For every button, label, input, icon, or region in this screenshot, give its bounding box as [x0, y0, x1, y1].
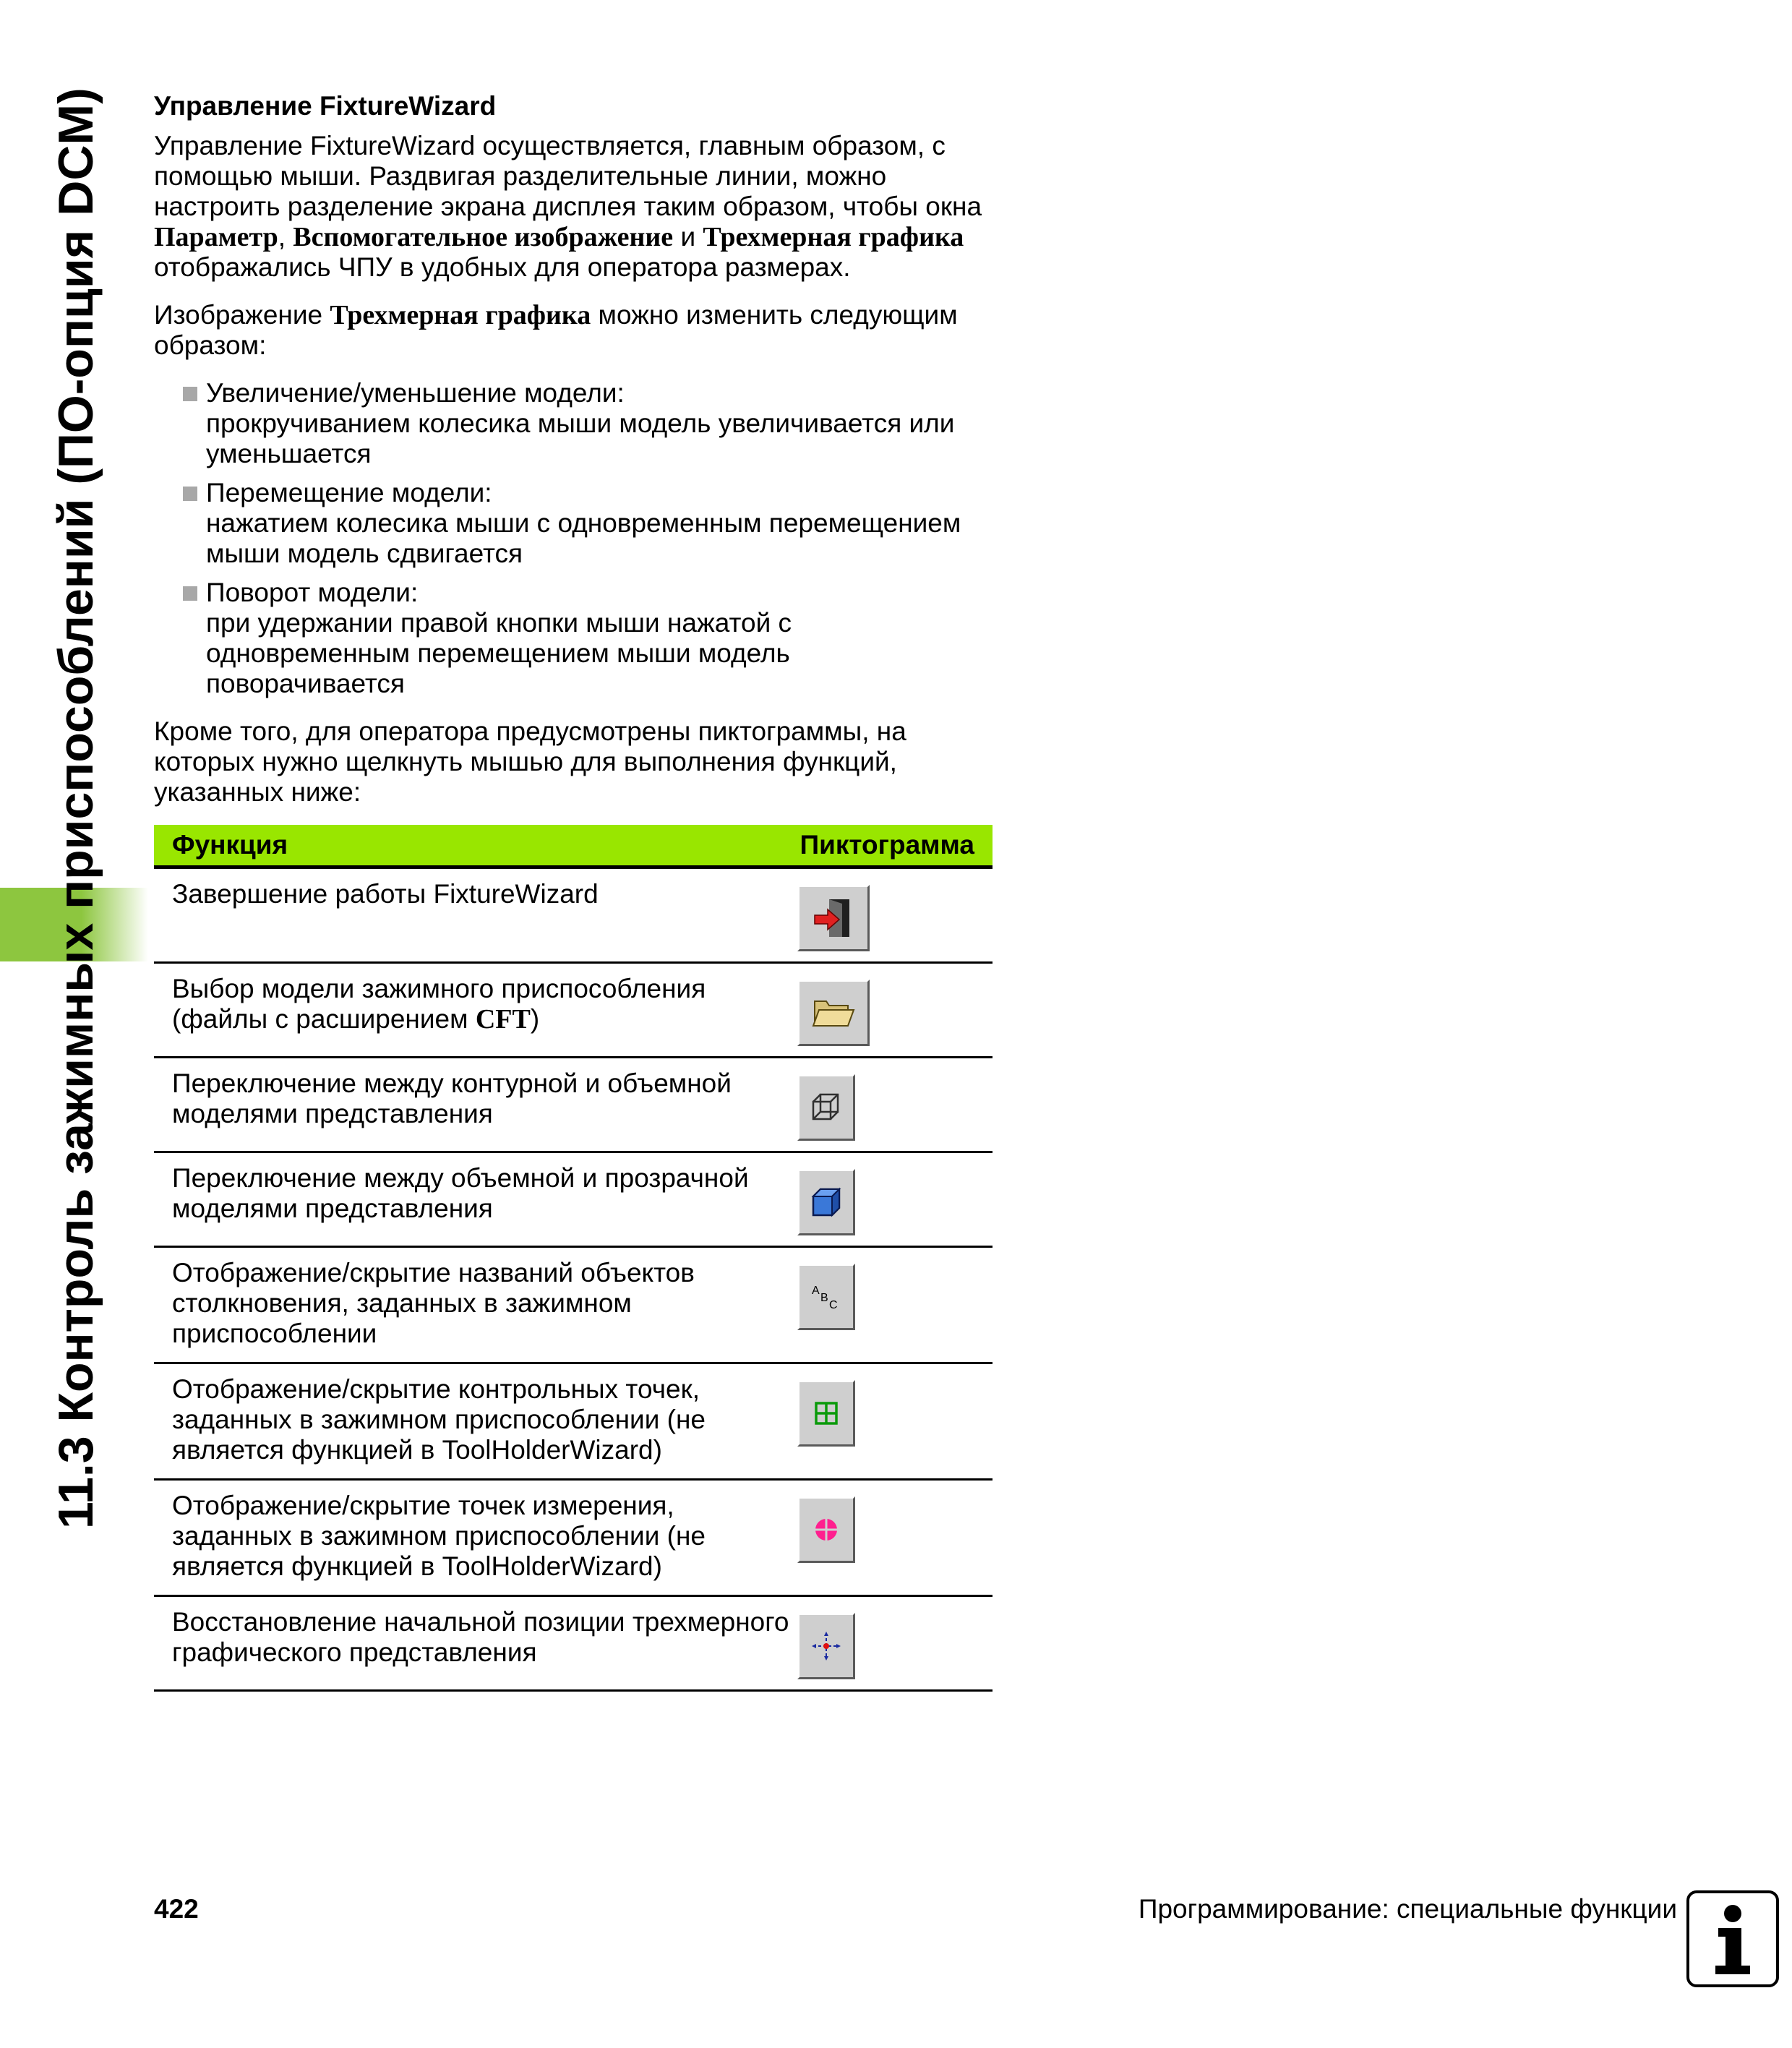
page-number: 422	[154, 1894, 199, 1924]
wireframe-cube-icon[interactable]	[797, 1074, 855, 1141]
icon-cell	[797, 1480, 993, 1596]
list-item-desc: прокручиванием колесика мыши модель увеличивается или уменьшается	[206, 408, 955, 468]
list-item-desc: при удержании правой кнопки мыши нажатой с одновременным перемещением мыши модель поворачивается	[206, 608, 792, 698]
list-item	[154, 378, 996, 469]
intro-text-2: отображались ЧПУ в удобных для оператора размерах.	[154, 252, 851, 282]
table-row	[154, 1596, 993, 1691]
list-item-desc: нажатием колесика мыши с одновременным перемещением мыши модель сдвигается	[206, 508, 961, 568]
function-text: Отображение/скрытие названий объектов столкновения, заданных в зажимном приспособлении	[154, 1247, 797, 1363]
function-text: Переключение между контурной и объемной моделями представления	[154, 1058, 797, 1152]
main-content	[154, 90, 996, 1692]
image-paragraph	[154, 300, 996, 361]
bullet-square-icon	[183, 387, 197, 401]
list-item-title: Перемещение модели:	[206, 478, 492, 507]
icon-cell	[797, 963, 993, 1058]
control-points-icon[interactable]	[797, 1380, 855, 1447]
intro-paragraph	[154, 131, 996, 283]
bullet-square-icon	[183, 487, 197, 501]
function-text: Переключение между объемной и прозрачной моделями представления	[154, 1152, 797, 1247]
functions-table	[154, 825, 993, 1692]
table-row	[154, 1363, 993, 1480]
term-3d-graphics-2: Трехмерная графика	[330, 300, 591, 330]
term-parameter: Параметр	[154, 222, 278, 252]
function-text: Завершение работы FixtureWizard	[154, 867, 797, 963]
image-text-1: Изображение	[154, 300, 330, 330]
function-text: Восстановление начальной позиции трехмерного графического представления	[154, 1596, 797, 1691]
intro-sep-2: и	[673, 222, 703, 252]
svg-text:B: B	[820, 1292, 828, 1304]
table-row	[154, 867, 993, 963]
icon-cell	[797, 1363, 993, 1480]
table-row	[154, 1247, 993, 1363]
reset-view-icon[interactable]	[797, 1613, 855, 1679]
image-text-2: можно изменить следующим образом:	[154, 300, 958, 360]
table-row	[154, 963, 993, 1058]
solid-cube-icon[interactable]	[797, 1169, 855, 1235]
list-item	[154, 478, 996, 569]
icon-cell	[797, 1058, 993, 1152]
term-3d-graphics: Трехмерная графика	[703, 222, 964, 252]
function-text-part: Выбор модели зажимного приспособления (файлы с расширением	[172, 974, 706, 1034]
icon-cell	[797, 1596, 993, 1691]
intro-sep-1: ,	[278, 222, 293, 252]
list-item-title: Поворот модели:	[206, 578, 419, 607]
icon-cell	[797, 867, 993, 963]
section-heading: Управление FixtureWizard	[154, 91, 497, 121]
file-extension: CFT	[475, 1004, 531, 1034]
section-title-vertical: 11.3 Контроль зажимных приспособлений (ПО-опция DCM)	[48, 87, 103, 1529]
mouse-actions-list	[154, 378, 996, 699]
table-row	[154, 1152, 993, 1247]
function-text: Отображение/скрытие точек измерения, заданных в зажимном приспособлении (не является функцией в ToolHolderWizard)	[154, 1480, 797, 1596]
open-folder-icon[interactable]	[797, 980, 870, 1046]
bullet-square-icon	[183, 586, 197, 601]
abc-labels-icon[interactable]	[797, 1264, 855, 1330]
table-row	[154, 1480, 993, 1596]
info-icon	[1686, 1890, 1779, 1987]
footer-chapter-title: Программирование: специальные функции	[1138, 1894, 1677, 1924]
list-item-title: Увеличение/уменьшение модели:	[206, 378, 625, 408]
intro-text-1: Управление FixtureWizard осуществляется, главным образом, с помощью мыши. Раздвигая разделительные линии, можно настроить разделение экрана дисплея таким образом, чтобы окна	[154, 131, 982, 221]
column-header-function: Функция	[154, 825, 797, 867]
icon-cell	[797, 1152, 993, 1247]
table-header-row	[154, 825, 993, 867]
icons-intro-paragraph: Кроме того, для оператора предусмотрены пиктограммы, на которых нужно щелкнуть мышью для выполнения функций, указанных ниже:	[154, 716, 906, 807]
measure-point-icon[interactable]	[797, 1496, 855, 1563]
table-row	[154, 1058, 993, 1152]
function-text-part: )	[530, 1004, 540, 1034]
function-text	[154, 963, 797, 1058]
list-item	[154, 578, 996, 699]
term-aux-image: Вспомогательное изображение	[293, 222, 674, 252]
column-header-icon: Пиктограмма	[797, 825, 993, 867]
icon-cell	[797, 1247, 993, 1363]
svg-text:C: C	[829, 1299, 838, 1311]
svg-text:A: A	[812, 1285, 820, 1297]
exit-icon[interactable]	[797, 885, 870, 951]
function-text: Отображение/скрытие контрольных точек, заданных в зажимном приспособлении (не является функцией в ToolHolderWizard)	[154, 1363, 797, 1480]
